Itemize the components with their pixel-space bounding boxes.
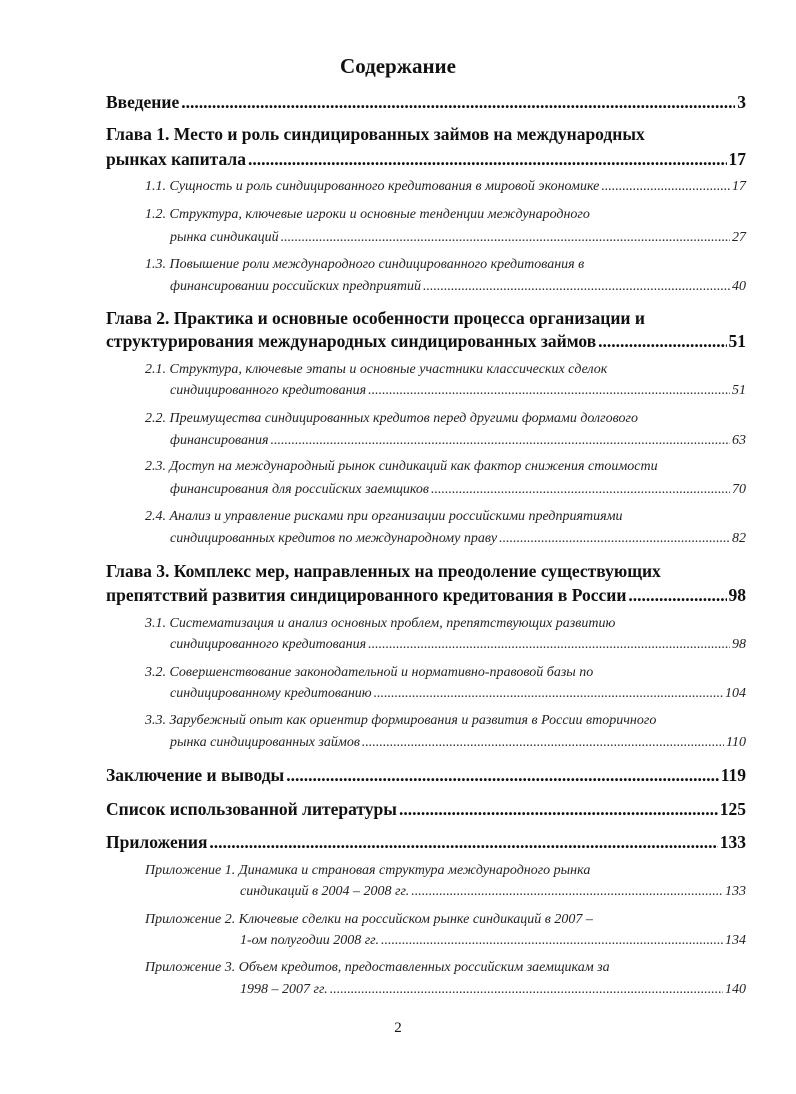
- toc-entry-line: Глава 3. Комплекс мер, направленных на преодоление существующих: [106, 561, 661, 581]
- toc-entry[interactable]: [170, 276, 746, 298]
- dot-leader: [181, 91, 735, 113]
- toc-page-number: 82: [732, 531, 746, 546]
- toc-page-number: 133: [719, 832, 746, 852]
- toc-page-number: 140: [725, 982, 746, 997]
- dot-leader: [431, 479, 730, 501]
- dot-leader: [381, 930, 723, 952]
- toc-entry-title: синдикаций в 2004 – 2008 гг.: [240, 884, 410, 899]
- toc-entry-line: Глава 1. Место и роль синдицированных займов на международных: [106, 124, 645, 144]
- dot-leader: [248, 148, 727, 170]
- toc-entry-title: рынка синдицированных займов: [170, 735, 360, 750]
- toc-entry[interactable]: [106, 584, 746, 606]
- toc-entry[interactable]: [170, 430, 746, 452]
- toc-entry[interactable]: [106, 148, 746, 170]
- dot-leader: [374, 683, 723, 705]
- toc-page-number: 17: [732, 179, 746, 194]
- toc-entry[interactable]: [170, 479, 746, 501]
- toc-entry[interactable]: [170, 732, 746, 754]
- dot-leader: [286, 764, 718, 786]
- toc-page-number: 134: [725, 933, 746, 948]
- toc-entry[interactable]: [106, 764, 746, 786]
- toc-entry[interactable]: [170, 227, 746, 249]
- toc-entry-title: 1.1. Сущность и роль синдицированного кредитования в мировой экономике: [145, 179, 600, 194]
- toc-page-number: 40: [732, 279, 746, 294]
- dot-leader: [368, 380, 730, 402]
- toc-page-number: 63: [732, 433, 746, 448]
- toc-entry-line: 2.1. Структура, ключевые этапы и основные участники классических сделок: [145, 362, 608, 377]
- toc-entry-title: препятствий развития синдицированного кредитования в России: [106, 585, 627, 605]
- toc-entry[interactable]: [106, 91, 746, 113]
- dot-leader: [598, 330, 726, 352]
- toc-entry-line: 3.1. Систематизация и анализ основных проблем, препятствующих развитию: [145, 616, 616, 631]
- dot-leader: [411, 881, 723, 903]
- toc-entry[interactable]: [106, 330, 746, 352]
- toc-page-number: 133: [725, 884, 746, 899]
- toc-entry-title: финансировании российских предприятий: [170, 279, 421, 294]
- toc-page-number: 104: [725, 686, 746, 701]
- toc-entry-title: Введение: [106, 92, 180, 112]
- toc-page-number: 17: [728, 149, 746, 169]
- toc-entry[interactable]: [106, 831, 746, 853]
- toc-entry-title: 1-ом полугодии 2008 гг.: [240, 933, 379, 948]
- dot-leader: [281, 227, 730, 249]
- toc-entry-title: синдицированных кредитов по международному праву: [170, 531, 498, 546]
- toc-entry-line: Приложение 2. Ключевые сделки на российском рынке синдикаций в 2007 –: [145, 912, 593, 927]
- toc-entry-title: синдицированного кредитования: [170, 637, 367, 652]
- toc-entry-title: рынка синдикаций: [170, 230, 279, 245]
- dot-leader: [368, 634, 730, 656]
- toc-entry[interactable]: [170, 528, 746, 550]
- dot-leader: [209, 831, 717, 853]
- toc-entry-title: синдицированного кредитования: [170, 383, 367, 398]
- toc-page-number: 98: [728, 585, 746, 605]
- toc-entry-line: 1.2. Структура, ключевые игроки и основные тенденции международного: [145, 207, 590, 222]
- toc-page-number: 125: [719, 799, 746, 819]
- toc-page-number: 51: [728, 331, 746, 351]
- toc-entry-title: Список использованной литературы: [106, 799, 397, 819]
- toc-entry[interactable]: [170, 380, 746, 402]
- toc-entry[interactable]: [145, 176, 746, 198]
- toc-entry-title: синдицированному кредитованию: [170, 686, 372, 701]
- toc-entry-line: 2.2. Преимущества синдицированных кредитов перед другими формами долгового: [145, 411, 638, 426]
- page-number: 2: [394, 1020, 402, 1036]
- toc-entry-title: рынках капитала: [106, 149, 246, 169]
- page-title: Содержание: [340, 54, 456, 78]
- toc-entry-line: 3.2. Совершенствование законодательной и нормативно-правовой базы по: [145, 665, 594, 680]
- toc-entry-line: Глава 2. Практика и основные особенности процесса организации и: [106, 308, 645, 328]
- toc-entry[interactable]: [240, 930, 746, 952]
- toc-page-number: 51: [732, 383, 746, 398]
- toc-entry-title: Заключение и выводы: [106, 765, 285, 785]
- toc-page-number: 110: [726, 735, 746, 750]
- dot-leader: [601, 176, 730, 198]
- toc-entry[interactable]: [106, 798, 746, 820]
- toc-entry-title: финансирования: [170, 433, 269, 448]
- toc-entry[interactable]: [170, 683, 746, 705]
- toc-entry-line: 2.4. Анализ и управление рисками при организации российскими предприятиями: [145, 509, 623, 524]
- dot-leader: [628, 584, 726, 606]
- toc-entry[interactable]: [170, 634, 746, 656]
- toc-page-number: 27: [732, 230, 746, 245]
- dot-leader: [499, 528, 730, 550]
- toc-entry-line: 3.3. Зарубежный опыт как ориентир формирования и развития в России вторичного: [145, 713, 657, 728]
- toc-page-number: 3: [737, 92, 746, 112]
- toc-entry-line: Приложение 3. Объем кредитов, предоставленных российским заемщикам за: [145, 960, 610, 975]
- toc-page-number: 70: [732, 482, 746, 497]
- toc-entry-line: Приложение 1. Динамика и страновая структура международного рынка: [145, 863, 591, 878]
- toc-entry[interactable]: [240, 881, 746, 903]
- toc-entry-line: 2.3. Доступ на международный рынок синдикаций как фактор снижения стоимости: [145, 459, 658, 474]
- dot-leader: [270, 430, 730, 452]
- toc-entry-title: структурирования международных синдицированных займов: [106, 331, 597, 351]
- dot-leader: [423, 276, 730, 298]
- dot-leader: [330, 979, 723, 1001]
- toc-entry-line: 1.3. Повышение роли международного синдицированного кредитования в: [145, 257, 585, 272]
- toc-entry-title: финансирования для российских заемщиков: [170, 482, 429, 497]
- dot-leader: [399, 798, 718, 820]
- toc-page-number: 98: [732, 637, 746, 652]
- toc-page-number: 119: [720, 765, 746, 785]
- toc-entry[interactable]: [240, 979, 746, 1001]
- dot-leader: [362, 732, 724, 754]
- toc-entry-title: Приложения: [106, 832, 208, 852]
- toc-entry-title: 1998 – 2007 гг.: [240, 982, 328, 997]
